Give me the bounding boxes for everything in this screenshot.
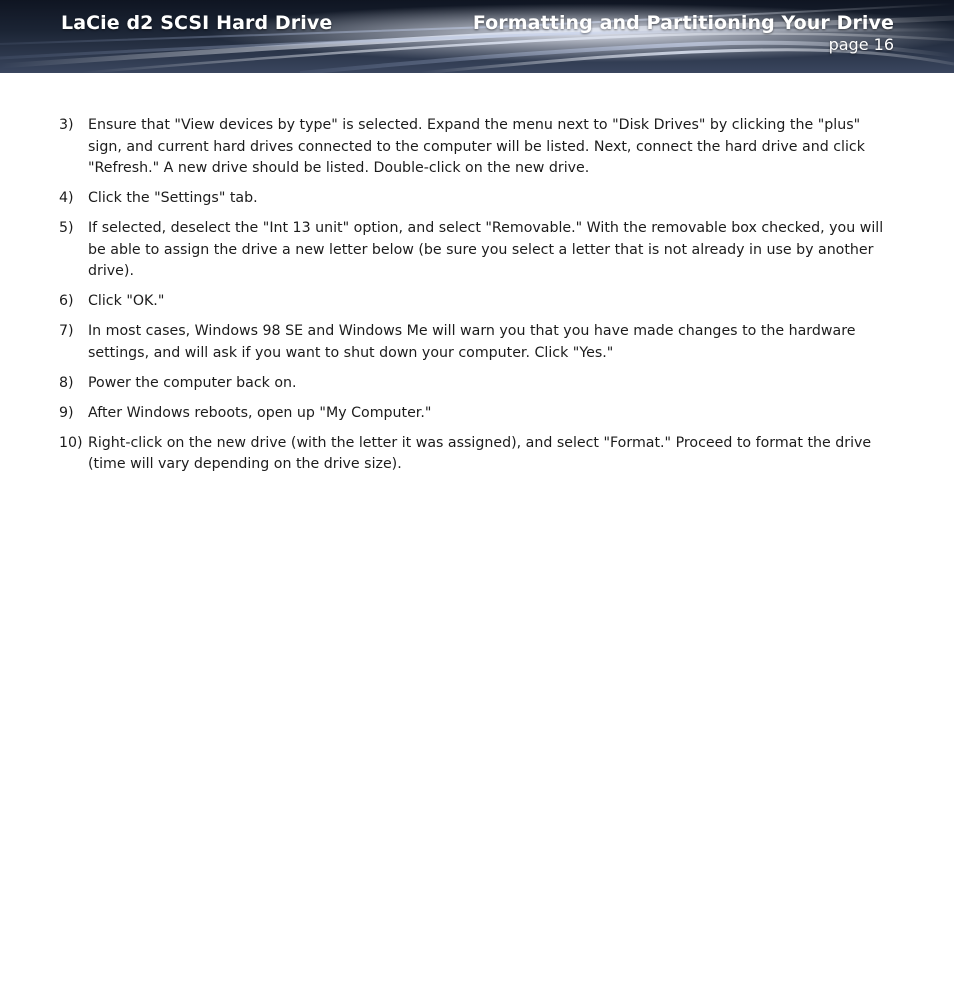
step-number: 4) (59, 190, 74, 206)
instruction-list (59, 115, 889, 484)
step-text: Right-click on the new drive (with the letter it was assigned), and select "Format." Proceed to format the drive (time will vary depending on the drive size). (88, 434, 872, 472)
step-number: 8) (59, 374, 74, 391)
step-text: Click "OK." (88, 293, 165, 309)
step-text: In most cases, Windows 98 SE and Windows Me will warn you that you have made changes to the hardware settings, and will ask if you want to shut down your computer. Click "Yes." (88, 323, 856, 361)
list-item (59, 218, 889, 283)
step-text: Click the "Settings" tab. (88, 190, 258, 206)
page-number: page 16 (828, 35, 894, 54)
list-item (59, 188, 889, 210)
document-title: LaCie d2 SCSI Hard Drive (61, 12, 333, 34)
step-text: If selected, deselect the "Int 13 unit" option, and select "Removable." With the removable box checked, you will be able to assign the drive a new letter below (be sure you select a letter that is not already in use by another drive). (88, 220, 884, 279)
step-number: 5) (59, 220, 74, 236)
list-item (59, 403, 889, 425)
list-item (59, 291, 889, 313)
list-item (59, 373, 889, 395)
step-number: 9) (59, 404, 74, 421)
step-text: After Windows reboots, open up "My Computer." (88, 404, 432, 421)
step-text: Power the computer back on. (88, 374, 297, 391)
step-number: 3) (59, 117, 74, 133)
list-item (59, 433, 889, 476)
step-number: 6) (59, 293, 74, 309)
step-number: 7) (59, 323, 74, 339)
section-title: Formatting and Partitioning Your Drive (472, 12, 894, 34)
list-item (59, 321, 889, 364)
list-item (59, 115, 889, 180)
step-text: Ensure that "View devices by type" is selected. Expand the menu next to "Disk Drives" by clicking the "plus" sign, and current hard drives connected to the computer will be listed. Next, connect the hard drive and click "Refresh." A new drive should be listed. Double-click on the new drive. (88, 117, 865, 176)
page-header (0, 0, 954, 73)
step-number: 10) (59, 434, 83, 451)
header-light-streaks-image (0, 0, 954, 73)
